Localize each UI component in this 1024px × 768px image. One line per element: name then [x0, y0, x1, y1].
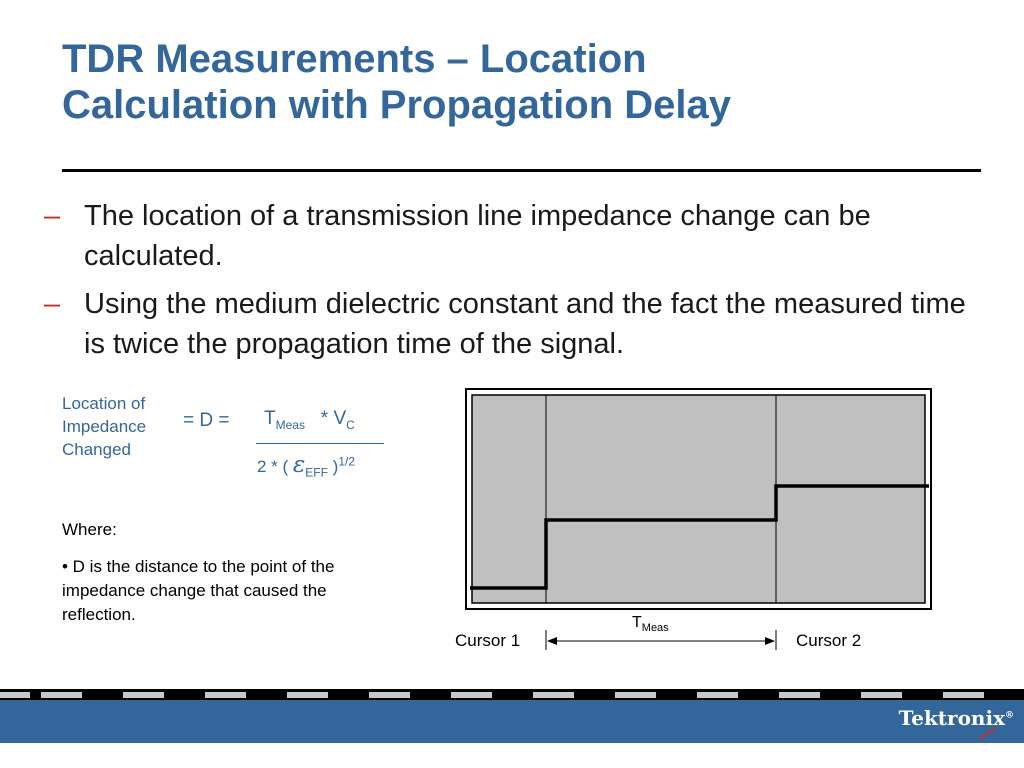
bullet-text: Using the medium dielectric constant and the fact the measured time is twice the propagation time of the signal.	[84, 288, 966, 360]
logo-swoosh-icon	[978, 726, 998, 740]
bullet-text: The location of a transmission line impedance change can be calculated.	[84, 200, 871, 272]
formula-times-v: * V	[320, 408, 347, 429]
title-divider	[62, 169, 981, 172]
where-label: Where:	[62, 520, 117, 539]
scope-screen	[472, 395, 925, 603]
registered-mark: ®	[1005, 710, 1014, 721]
formula-v-sub: C	[346, 417, 355, 432]
formula-den-close: )	[332, 457, 339, 476]
formula-label	[62, 392, 146, 461]
formula-lhs: = D =	[183, 410, 230, 431]
fraction-bar	[256, 443, 384, 444]
footer-bar	[0, 700, 1024, 743]
formula-label-line: Location of	[62, 394, 146, 413]
tmeas-symbol: T	[632, 614, 642, 631]
bullet-dash: –	[44, 288, 61, 320]
distance-note: • D is the distance to the point of the impedance change that caused the reflection.	[62, 557, 335, 624]
bullet-item	[44, 284, 984, 364]
logo-text: Tektronix	[898, 706, 1005, 730]
formula-eff-sub: EFF	[305, 465, 328, 480]
tdr-waveform-display	[465, 388, 932, 610]
title-line-1: TDR Measurements – Location	[62, 37, 647, 81]
slide-title	[62, 36, 731, 128]
formula-label-line: Changed	[62, 440, 132, 459]
bullet-list	[44, 196, 984, 372]
formula-den-prefix: 2 * (	[257, 457, 289, 476]
bullet-dash: –	[44, 200, 61, 232]
footer-checker-stripe	[0, 689, 1024, 700]
formula-exponent: 1/2	[338, 454, 356, 469]
formula-t-symbol: T	[264, 408, 276, 429]
formula-t-sub: Meas	[275, 417, 305, 432]
cursor-1-label: Cursor 1	[455, 631, 521, 650]
formula-numerator	[264, 408, 355, 432]
tmeas-label	[632, 614, 669, 634]
formula-label-line: Impedance	[62, 417, 147, 436]
arrowhead-right	[765, 637, 775, 645]
arrowhead-left	[547, 637, 557, 645]
tmeas-sub: Meas	[641, 622, 669, 635]
epsilon-symbol: ε	[292, 452, 306, 478]
bullet-item	[44, 196, 984, 276]
formula-denominator	[257, 452, 355, 479]
title-line-2: Calculation with Propagation Delay	[62, 83, 731, 127]
cursor-2-label: Cursor 2	[796, 631, 862, 650]
